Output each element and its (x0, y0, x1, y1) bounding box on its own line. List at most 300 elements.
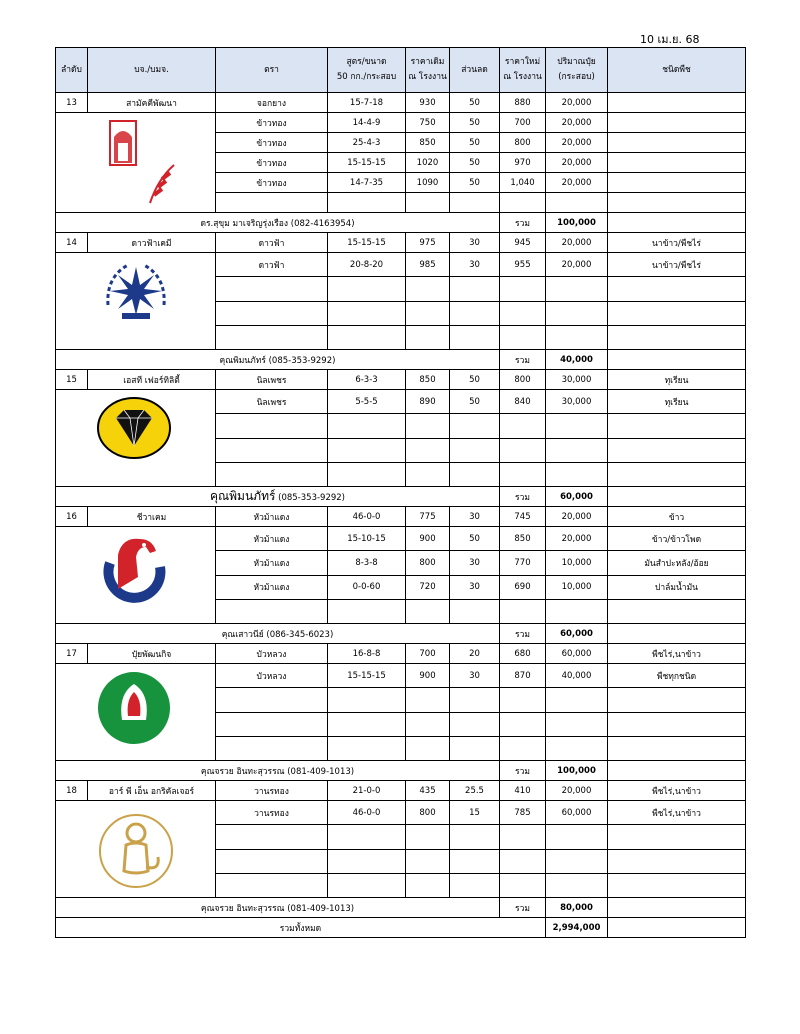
old-price-cell (406, 736, 450, 760)
grand-total-empty (608, 918, 746, 938)
new-price-cell (500, 599, 546, 623)
discount-cell (450, 438, 500, 462)
discount-cell: 50 (450, 93, 500, 113)
row-number: 15 (56, 370, 88, 390)
brand-logo (88, 664, 184, 760)
quantity-cell: 60,000 (546, 644, 608, 664)
new-price-cell (500, 325, 546, 349)
crop-cell (608, 438, 746, 462)
old-price-cell: 435 (406, 781, 450, 801)
brand-cell: จอกยาง (216, 93, 328, 113)
dowfa-logo (88, 253, 184, 349)
table-row (56, 93, 746, 113)
subtotal-label: รวม (500, 213, 546, 233)
subtotal-empty (608, 487, 746, 507)
subtotal-label: รวม (500, 624, 546, 644)
old-price-cell: 900 (406, 664, 450, 688)
brand-cell (216, 193, 328, 213)
brand-cell: วานรทอง (216, 781, 328, 801)
contact-person: คุณเสาวนีย์ (086-345-6023) (56, 624, 500, 644)
crop-cell (608, 462, 746, 486)
row-number: 13 (56, 93, 88, 113)
company-name: อาร์ พี เอ็น อกริคัลเจอร์ (88, 781, 216, 801)
grand-total-row (56, 918, 746, 938)
old-price-cell: 975 (406, 233, 450, 253)
table-row (56, 507, 746, 527)
old-price-cell: 720 (406, 575, 450, 599)
row-number: 17 (56, 644, 88, 664)
brand-cell: ดาวฟ้า (216, 233, 328, 253)
brand-cell (216, 873, 328, 897)
brand-cell: หัวม้าแดง (216, 575, 328, 599)
quantity-cell (546, 825, 608, 849)
brand-cell: หัวม้าแดง (216, 507, 328, 527)
header-discount: ส่วนลด (450, 48, 500, 93)
header-new-price (500, 48, 546, 93)
new-price-cell: 955 (500, 253, 546, 277)
subtotal-label: รวม (500, 350, 546, 370)
old-price-cell (406, 277, 450, 301)
company-name: เอสที เฟอร์ทิลิตี้ (88, 370, 216, 390)
quantity-cell: 10,000 (546, 575, 608, 599)
discount-cell: 50 (450, 390, 500, 414)
crop-cell (608, 113, 746, 133)
formula-cell: 20-8-20 (328, 253, 406, 277)
brand-cell: ดาวฟ้า (216, 253, 328, 277)
discount-cell (450, 688, 500, 712)
crop-cell: ปาล์มน้ำมัน (608, 575, 746, 599)
brand-logo-cell (56, 390, 216, 487)
discount-cell: 50 (450, 133, 500, 153)
brand-cell: นิลเพชร (216, 390, 328, 414)
table-row (56, 390, 746, 414)
brand-logo-cell (56, 253, 216, 350)
quantity-cell: 60,000 (546, 801, 608, 825)
crop-cell (608, 133, 746, 153)
contact-person: คุณจรวย อินทะสุวรรณ (081-409-1013) (56, 761, 500, 781)
crop-cell: พืชไร่,นาข้าว (608, 644, 746, 664)
crop-cell: พืชทุกชนิด (608, 664, 746, 688)
quantity-cell: 20,000 (546, 507, 608, 527)
contact-person: คุณพิมนภัทร์ (085-353-9292) (56, 350, 500, 370)
formula-cell: 8-3-8 (328, 551, 406, 575)
formula-cell (328, 462, 406, 486)
crop-cell (608, 599, 746, 623)
crop-cell (608, 712, 746, 736)
old-price-cell (406, 873, 450, 897)
header-old-price (406, 48, 450, 93)
contact-phone: (085-353-9292) (275, 493, 345, 503)
table-row (56, 233, 746, 253)
old-price-cell: 930 (406, 93, 450, 113)
formula-cell: 15-15-15 (328, 153, 406, 173)
formula-cell (328, 688, 406, 712)
quantity-cell (546, 873, 608, 897)
old-price-cell: 850 (406, 133, 450, 153)
brand-cell (216, 438, 328, 462)
new-price-cell (500, 712, 546, 736)
subtotal-empty (608, 898, 746, 918)
header-company: บจ./บมจ. (88, 48, 216, 93)
header-quantity-line2: (กระสอบ) (558, 72, 595, 82)
subtotal-label: รวม (500, 761, 546, 781)
quantity-cell: 20,000 (546, 527, 608, 551)
header-formula-line1: สูตร/ขนาด (346, 57, 387, 67)
table-body (56, 93, 746, 918)
crop-cell: นาข้าว/พืชไร่ (608, 233, 746, 253)
table-row (56, 253, 746, 277)
crop-cell (608, 736, 746, 760)
discount-cell: 20 (450, 644, 500, 664)
formula-cell (328, 438, 406, 462)
brand-cell: บัวหลวง (216, 664, 328, 688)
discount-cell (450, 193, 500, 213)
brand-cell (216, 277, 328, 301)
subtotal-empty (608, 624, 746, 644)
brand-logo-cell (56, 527, 216, 624)
subtotal-row (56, 624, 746, 644)
subtotal-value: 40,000 (546, 350, 608, 370)
new-price-cell: 970 (500, 153, 546, 173)
table-row (56, 370, 746, 390)
table-row (56, 644, 746, 664)
formula-cell: 0-0-60 (328, 575, 406, 599)
formula-cell (328, 301, 406, 325)
brand-cell: ข้าวทอง (216, 113, 328, 133)
subtotal-value: 60,000 (546, 487, 608, 507)
subtotal-row (56, 213, 746, 233)
brand-logo (88, 390, 184, 486)
crop-cell: นาข้าว/พืชไร่ (608, 253, 746, 277)
quantity-cell (546, 325, 608, 349)
new-price-cell (500, 688, 546, 712)
quantity-cell (546, 736, 608, 760)
table-row (56, 801, 746, 825)
formula-cell: 46-0-0 (328, 801, 406, 825)
discount-cell: 30 (450, 551, 500, 575)
old-price-cell (406, 688, 450, 712)
subtotal-value: 60,000 (546, 624, 608, 644)
crop-cell (608, 414, 746, 438)
quantity-cell (546, 414, 608, 438)
formula-cell: 6-3-3 (328, 370, 406, 390)
crop-cell: พืชไร่,นาข้าว (608, 781, 746, 801)
crop-cell (608, 301, 746, 325)
discount-cell (450, 873, 500, 897)
company-name: ดาวฟ้าเคมี (88, 233, 216, 253)
subtotal-row (56, 761, 746, 781)
new-price-cell (500, 193, 546, 213)
discount-cell: 50 (450, 370, 500, 390)
header-new-price-line2: ณ โรงงาน (503, 72, 542, 82)
subtotal-value: 100,000 (546, 761, 608, 781)
new-price-cell: 870 (500, 664, 546, 688)
formula-cell (328, 849, 406, 873)
huamadaeng-logo (88, 527, 184, 623)
new-price-cell (500, 414, 546, 438)
discount-cell: 50 (450, 527, 500, 551)
old-price-cell: 850 (406, 370, 450, 390)
discount-cell (450, 599, 500, 623)
new-price-cell: 945 (500, 233, 546, 253)
old-price-cell (406, 825, 450, 849)
new-price-cell: 700 (500, 113, 546, 133)
quantity-cell: 40,000 (546, 664, 608, 688)
brand-cell: หัวม้าแดง (216, 551, 328, 575)
document-date: 10 เม.ย. 68 (640, 33, 700, 46)
formula-cell: 15-15-15 (328, 664, 406, 688)
new-price-cell (500, 277, 546, 301)
quantity-cell (546, 438, 608, 462)
formula-cell: 14-7-35 (328, 173, 406, 193)
quantity-cell: 30,000 (546, 390, 608, 414)
new-price-cell (500, 462, 546, 486)
crop-cell (608, 688, 746, 712)
formula-cell: 14-4-9 (328, 113, 406, 133)
discount-cell: 50 (450, 153, 500, 173)
old-price-cell: 890 (406, 390, 450, 414)
new-price-cell: 690 (500, 575, 546, 599)
subtotal-value: 100,000 (546, 213, 608, 233)
formula-cell: 25-4-3 (328, 133, 406, 153)
old-price-cell: 900 (406, 527, 450, 551)
new-price-cell: 1,040 (500, 173, 546, 193)
table-header-row (56, 48, 746, 93)
formula-cell (328, 599, 406, 623)
company-name: ปุ๋ยพัฒนกิจ (88, 644, 216, 664)
table-row (56, 781, 746, 801)
old-price-cell (406, 414, 450, 438)
brand-cell: ข้าวทอง (216, 153, 328, 173)
crop-cell (608, 193, 746, 213)
header-crop: ชนิดพืช (608, 48, 746, 93)
brand-cell: หัวม้าแดง (216, 527, 328, 551)
discount-cell: 30 (450, 253, 500, 277)
discount-cell: 15 (450, 801, 500, 825)
subtotal-row (56, 350, 746, 370)
crop-cell (608, 873, 746, 897)
company-name: ชีวาเคม (88, 507, 216, 527)
discount-cell: 50 (450, 113, 500, 133)
old-price-cell: 1090 (406, 173, 450, 193)
subtotal-empty (608, 350, 746, 370)
brand-logo-cell (56, 801, 216, 898)
crop-cell (608, 849, 746, 873)
new-price-cell: 785 (500, 801, 546, 825)
quantity-cell: 20,000 (546, 233, 608, 253)
subtotal-label: รวม (500, 487, 546, 507)
crop-cell: พืชไร่,นาข้าว (608, 801, 746, 825)
brand-logo (88, 801, 184, 897)
brand-cell (216, 599, 328, 623)
header-formula-line2: 50 กก./กระสอบ (336, 72, 397, 82)
new-price-cell: 770 (500, 551, 546, 575)
new-price-cell: 840 (500, 390, 546, 414)
contact-name: คุณพิมนภัทร์ (209, 489, 276, 503)
discount-cell (450, 825, 500, 849)
subtotal-empty (608, 213, 746, 233)
old-price-cell (406, 462, 450, 486)
brand-cell: บัวหลวง (216, 644, 328, 664)
header-quantity-line1: ปริมาณปุ๋ย (557, 57, 596, 67)
formula-cell: 15-7-18 (328, 93, 406, 113)
new-price-cell: 800 (500, 133, 546, 153)
quantity-cell: 20,000 (546, 93, 608, 113)
new-price-cell (500, 438, 546, 462)
crop-cell: ทุเรียน (608, 370, 746, 390)
old-price-cell: 750 (406, 113, 450, 133)
discount-cell (450, 277, 500, 301)
discount-cell: 30 (450, 575, 500, 599)
brand-logo-cell (56, 113, 216, 213)
old-price-cell: 985 (406, 253, 450, 277)
brand-cell (216, 414, 328, 438)
grand-total-value: 2,994,000 (546, 918, 608, 938)
new-price-cell: 880 (500, 93, 546, 113)
contact-person (56, 487, 500, 507)
formula-cell: 46-0-0 (328, 507, 406, 527)
crop-cell: มันสำปะหลัง/อ้อย (608, 551, 746, 575)
new-price-cell: 800 (500, 370, 546, 390)
new-price-cell: 850 (500, 527, 546, 551)
brand-logo (88, 253, 184, 349)
company-name: สามัคคีพัฒนา (88, 93, 216, 113)
new-price-cell (500, 849, 546, 873)
discount-cell: 25.5 (450, 781, 500, 801)
discount-cell: 50 (450, 173, 500, 193)
quantity-cell (546, 712, 608, 736)
formula-cell: 21-0-0 (328, 781, 406, 801)
contact-person: ดร.สุขุม มาเจริญรุ่งเรือง (082-4163954) (56, 213, 500, 233)
subtotal-value: 80,000 (546, 898, 608, 918)
formula-cell (328, 193, 406, 213)
brand-cell: ข้าวทอง (216, 173, 328, 193)
old-price-cell: 800 (406, 551, 450, 575)
new-price-cell: 680 (500, 644, 546, 664)
brand-cell (216, 825, 328, 849)
ninphet-logo (88, 390, 184, 486)
quantity-cell: 20,000 (546, 781, 608, 801)
quantity-cell (546, 688, 608, 712)
quantity-cell (546, 849, 608, 873)
brand-logo-cell (56, 664, 216, 761)
header-formula (328, 48, 406, 93)
discount-cell (450, 736, 500, 760)
quantity-cell (546, 462, 608, 486)
formula-cell (328, 825, 406, 849)
row-number: 14 (56, 233, 88, 253)
discount-cell: 30 (450, 507, 500, 527)
row-number: 18 (56, 781, 88, 801)
header-no: ลำดับ (56, 48, 88, 93)
discount-cell (450, 301, 500, 325)
old-price-cell (406, 849, 450, 873)
crop-cell: ข้าว (608, 507, 746, 527)
quantity-cell (546, 277, 608, 301)
quantity-cell: 20,000 (546, 253, 608, 277)
subtotal-row (56, 487, 746, 507)
formula-cell (328, 325, 406, 349)
formula-cell (328, 712, 406, 736)
quantity-cell (546, 301, 608, 325)
formula-cell (328, 873, 406, 897)
fertilizer-price-table (55, 47, 746, 938)
formula-cell: 15-10-15 (328, 527, 406, 551)
crop-cell: ข้าว/ข้าวโพด (608, 527, 746, 551)
formula-cell (328, 736, 406, 760)
formula-cell (328, 414, 406, 438)
discount-cell (450, 849, 500, 873)
new-price-cell (500, 301, 546, 325)
quantity-cell: 20,000 (546, 173, 608, 193)
buaruang-logo (88, 664, 184, 760)
header-quantity (546, 48, 608, 93)
discount-cell (450, 414, 500, 438)
jokyang-khaothong-logo (88, 115, 184, 211)
table-row (56, 664, 746, 688)
old-price-cell (406, 599, 450, 623)
formula-cell: 15-15-15 (328, 233, 406, 253)
subtotal-empty (608, 761, 746, 781)
new-price-cell: 745 (500, 507, 546, 527)
crop-cell (608, 93, 746, 113)
formula-cell: 16-8-8 (328, 644, 406, 664)
old-price-cell: 700 (406, 644, 450, 664)
old-price-cell (406, 301, 450, 325)
brand-cell (216, 462, 328, 486)
quantity-cell: 30,000 (546, 370, 608, 390)
brand-cell (216, 736, 328, 760)
contact-person: คุณจรวย อินทะสุวรรณ (081-409-1013) (56, 898, 500, 918)
row-number: 16 (56, 507, 88, 527)
crop-cell (608, 825, 746, 849)
crop-cell (608, 325, 746, 349)
formula-cell: 5-5-5 (328, 390, 406, 414)
brand-cell (216, 301, 328, 325)
brand-cell (216, 325, 328, 349)
formula-cell (328, 277, 406, 301)
subtotal-label: รวม (500, 898, 546, 918)
quantity-cell: 20,000 (546, 153, 608, 173)
crop-cell (608, 173, 746, 193)
brand-cell: วานรทอง (216, 801, 328, 825)
brand-cell (216, 688, 328, 712)
old-price-cell (406, 712, 450, 736)
table-row (56, 527, 746, 551)
old-price-cell (406, 325, 450, 349)
quantity-cell (546, 193, 608, 213)
old-price-cell: 775 (406, 507, 450, 527)
header-old-price-line1: ราคาเดิม (410, 57, 445, 67)
brand-logo (88, 115, 184, 211)
header-old-price-line2: ณ โรงงาน (408, 72, 447, 82)
header-brand: ตรา (216, 48, 328, 93)
discount-cell (450, 462, 500, 486)
discount-cell: 30 (450, 233, 500, 253)
old-price-cell: 800 (406, 801, 450, 825)
discount-cell (450, 712, 500, 736)
brand-cell (216, 712, 328, 736)
discount-cell (450, 325, 500, 349)
subtotal-row (56, 898, 746, 918)
crop-cell (608, 153, 746, 173)
crop-cell (608, 277, 746, 301)
quantity-cell (546, 599, 608, 623)
old-price-cell: 1020 (406, 153, 450, 173)
grand-total-label: รวมทั้งหมด (56, 918, 546, 938)
header-new-price-line1: ราคาใหม่ (504, 57, 541, 67)
quantity-cell: 20,000 (546, 113, 608, 133)
